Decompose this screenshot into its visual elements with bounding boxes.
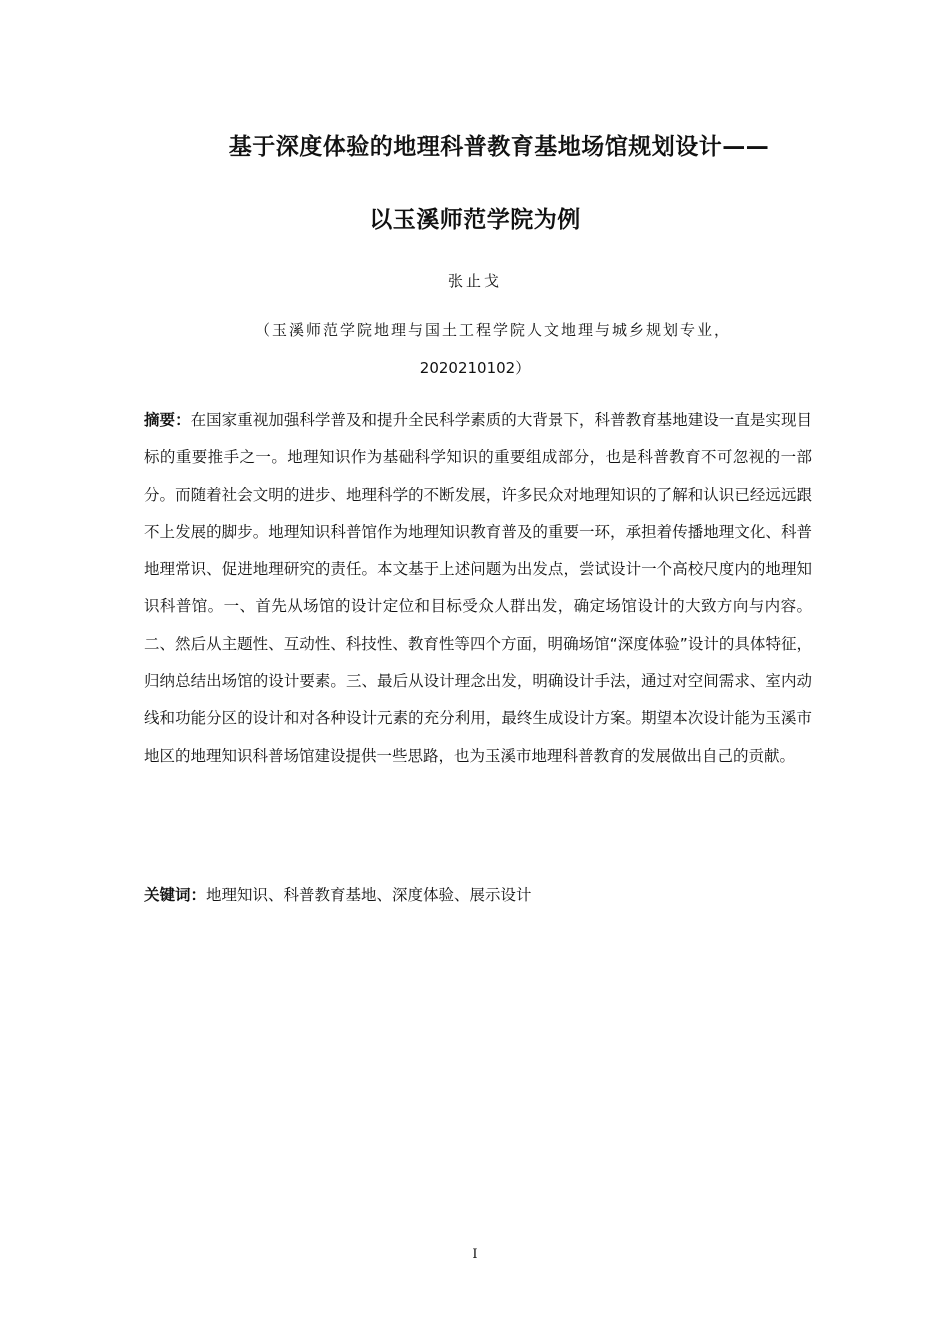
- abstract-label: 摘要：: [144, 411, 191, 429]
- abstract-text: 在国家重视加强科学普及和提升全民科学素质的大背景下，科普教育基地建设一直是实现目标的重要推手之一。地理知识作为基础科学知识的重要组成部分，也是科普教育不可忽视的一部分。而随着社会文明的进步、地理科学的不断发展，许多民众对地理知识的了解和认识已经远远跟不上发展的脚步。地理知识科普馆作为地理知识教育普及的重要一环，承担着传播地理文化、科普地理常识、促进地理研究的责任。本文基于上述问题为出发点，尝试设计一个高校尺度内的地理知识科普馆。一、首先从场馆的设计定位和目标受众人群出发，确定场馆设计的大致方向与内容。二、然后从主题性、互动性、科技性、教育性等四个方面，明确场馆“深度体验”设计的具体特征，归纳总结出场馆的设计要素。三、最后从设计理念出发，明确设计手法，通过对空间需求、室内动线和功能分区的设计和对各种设计元素的充分利用，最终生成设计方案。期望本次设计能为玉溪市地区的地理知识科普场馆建设提供一些思路，也为玉溪市地理科普教育的发展做出自己的贡献。: [144, 411, 812, 765]
- abstract-paragraph: [144, 402, 812, 775]
- page-number: I: [472, 1247, 478, 1262]
- keywords-line: [144, 882, 812, 908]
- keywords-label: 关键词：: [144, 886, 207, 904]
- paper-title-line-1: 基于深度体验的地理科普教育基地场馆规划设计——: [228, 134, 770, 160]
- affiliation-line-1: （玉溪师范学院地理与国土工程学院人文地理与城乡规划专业，: [254, 321, 731, 339]
- paper-title-line-2: 以玉溪师范学院为例: [369, 207, 581, 233]
- affiliation-line-2: 2020210102）: [419, 359, 531, 377]
- keywords-text: 地理知识、科普教育基地、深度体验、展示设计: [206, 886, 532, 904]
- author-name: 张止戈: [447, 272, 502, 290]
